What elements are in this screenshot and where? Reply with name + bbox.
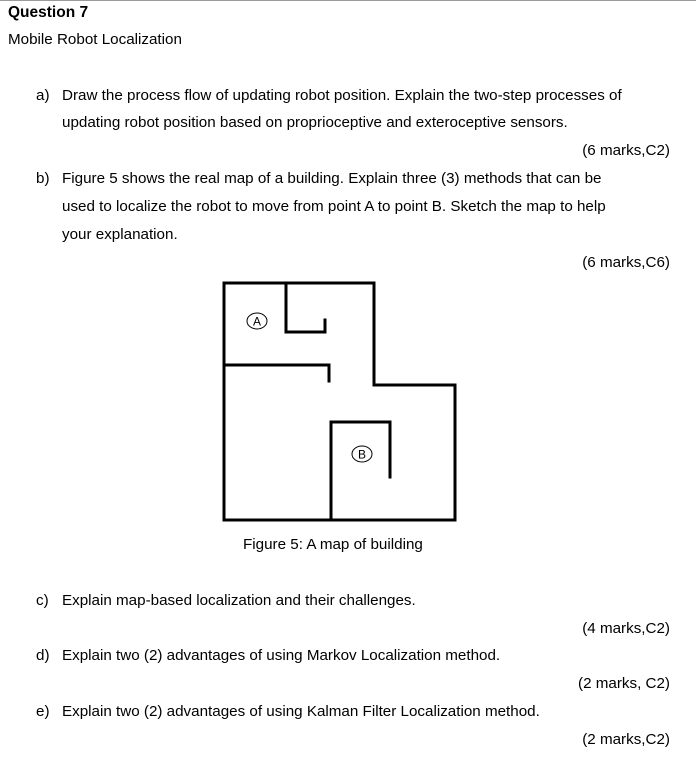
- map-hook-wall-a: [286, 283, 325, 332]
- part-a-label: a): [36, 87, 50, 104]
- part-d-line-1: Explain two (2) advantages of using Markov Localization method.: [62, 647, 501, 664]
- point-b-label: B: [357, 447, 367, 462]
- part-b-marks: (6 marks,C6): [582, 254, 670, 271]
- point-a-label: A: [252, 314, 262, 329]
- part-b-line-1: Figure 5 shows the real map of a building. Explain three (3) methods that can be: [62, 170, 602, 187]
- point-b-marker: [352, 446, 372, 462]
- map-b-room-wall: [331, 422, 390, 520]
- part-c-label: c): [36, 592, 49, 609]
- part-e-line-1: Explain two (2) advantages of using Kalman Filter Localization method.: [62, 703, 540, 720]
- question-subtitle: Mobile Robot Localization: [8, 31, 182, 48]
- part-c-line-1: Explain map-based localization and their challenges.: [62, 592, 416, 609]
- question-title: Question 7: [8, 4, 89, 21]
- part-e-label: e): [36, 703, 50, 720]
- part-a-line-1: Draw the process flow of updating robot position. Explain the two-step processes of: [62, 87, 622, 104]
- part-c-marks: (4 marks,C2): [582, 620, 670, 637]
- map-room-divider: [224, 365, 329, 381]
- part-a-marks: (6 marks,C2): [582, 142, 670, 159]
- part-e-marks: (2 marks,C2): [582, 731, 670, 748]
- part-d-label: d): [36, 647, 50, 664]
- part-b-line-3: your explanation.: [62, 226, 178, 243]
- part-b-line-2: used to localize the robot to move from point A to point B. Sketch the map to help: [62, 198, 606, 215]
- part-a-line-2: updating robot position based on proprioceptive and exteroceptive sensors.: [62, 114, 568, 131]
- part-d-marks: (2 marks, C2): [578, 675, 670, 692]
- part-b-label: b): [36, 170, 50, 187]
- point-a-marker: [247, 313, 267, 329]
- figure-caption: Figure 5: A map of building: [243, 536, 423, 553]
